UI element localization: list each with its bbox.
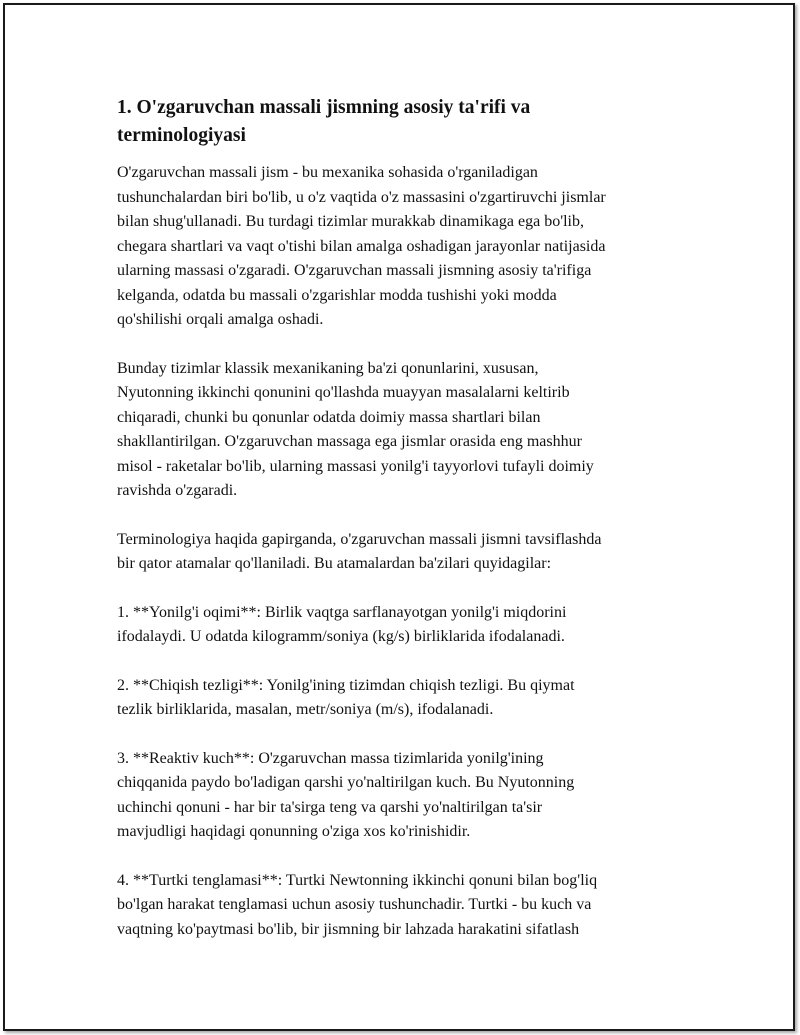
paragraph-line: 2. **Chiqish tezligi**: Yonilg'ining tizimdan chiqish tezligi. Bu qiymat bbox=[117, 676, 575, 694]
paragraph-line: tushunchalardan biri bo'lib, u o'z vaqtida o'z massasini o'zgartiruvchi jismlar bbox=[117, 188, 606, 206]
paragraph-line: bilan shug'ullanadi. Bu turdagi tizimlar murakkab dinamikaga ega bo'lib, bbox=[117, 213, 584, 230]
paragraph-line: uchinchi qonuni - har bir ta'sirga teng va qarshi yo'naltirilgan ta'sir bbox=[117, 798, 543, 816]
paragraph-line: Terminologiya haqida gapirganda, o'zgaruvchan massali jismni tavsiflashda bbox=[117, 530, 602, 548]
paragraph-line: mavjudligi haqidagi qonunning o'ziga xos ko'rinishidir. bbox=[117, 823, 471, 840]
heading-line: 1. O'zgaruvchan massali jismning asosiy ta'rifi va bbox=[117, 97, 531, 118]
term-item-fuel-flow bbox=[117, 601, 677, 650]
paragraph-line: Bunday tizimlar klassik mexanikaning ba'zi qonunlarini, xususan, bbox=[117, 359, 539, 377]
heading-line: terminologiyasi bbox=[117, 125, 246, 146]
paragraph-definition bbox=[117, 161, 677, 333]
paragraph-line: vaqtning ko'paytmasi bo'lib, bir jismning bir lahzada harakatini sifatlash bbox=[117, 920, 580, 938]
section-heading bbox=[117, 94, 677, 150]
term-item-reactive-force bbox=[117, 747, 677, 845]
term-item-thrust-equation bbox=[117, 869, 677, 943]
paragraph-line: ifodalaydi. U odatda kilogramm/soniya (kg/s) birliklarida ifodalanadi. bbox=[117, 628, 565, 645]
paragraph-line: shakllantirilgan. O'zgaruvchan massaga ega jismlar orasida eng mashhur bbox=[117, 433, 582, 450]
paragraph-line: chiqqanida paydo bo'ladigan qarshi yo'naltirilgan kuch. Bu Nyutonning bbox=[117, 774, 575, 791]
paragraph-line: ravishda o'zgaradi. bbox=[117, 482, 238, 499]
paragraph-line: kelganda, odatda bu massali o'zgarishlar modda tushishi yoki modda bbox=[117, 286, 557, 304]
term-item-exhaust-velocity bbox=[117, 674, 677, 723]
paragraph-line: Nyutonning ikkinchi qonunini qo'llashda muayyan masalalarni keltirib bbox=[117, 384, 570, 401]
paragraph-line: bir qator atamalar qo'llaniladi. Bu atamalardan ba'zilari quyidagilar: bbox=[117, 555, 552, 572]
document-content bbox=[117, 94, 677, 966]
paragraph-line: misol - raketalar bo'lib, ularning massasi yonilg'i tayyorlovi tufayli doimiy bbox=[117, 457, 594, 475]
paragraph-line: tezlik birliklarida, masalan, metr/soniya (m/s), ifodalanadi. bbox=[117, 701, 494, 718]
paragraph-line: 4. **Turtki tenglamasi**: Turtki Newtonning ikkinchi qonuni bilan bog'liq bbox=[117, 871, 598, 889]
paragraph-line: 3. **Reaktiv kuch**: O'zgaruvchan massa tizimlarida yonilg'ining bbox=[117, 749, 544, 767]
paragraph-line: ularning massasi o'zgaradi. O'zgaruvchan massali jismning asosiy ta'rifiga bbox=[117, 262, 592, 279]
paragraph-line: chiqaradi, chunki bu qonunlar odatda doimiy massa shartlari bilan bbox=[117, 408, 541, 426]
paragraph-line: chegara shartlari va vaqt o'tishi bilan amalga oshadigan jarayonlar natijasida bbox=[117, 237, 606, 255]
paragraph-line: qo'shilishi orqali amalga oshadi. bbox=[117, 311, 324, 328]
paragraph-line: O'zgaruvchan massali jism - bu mexanika sohasida o'rganiladigan bbox=[117, 164, 538, 181]
paragraph-line: 1. **Yonilg'i oqimi**: Birlik vaqtga sarflanayotgan yonilg'i miqdorini bbox=[117, 603, 567, 621]
paragraph-line: bo'lgan harakat tenglamasi uchun asosiy tushunchadir. Turtki - bu kuch va bbox=[117, 896, 592, 913]
paragraph-newton-laws bbox=[117, 357, 677, 504]
paragraph-terminology-intro bbox=[117, 528, 677, 577]
